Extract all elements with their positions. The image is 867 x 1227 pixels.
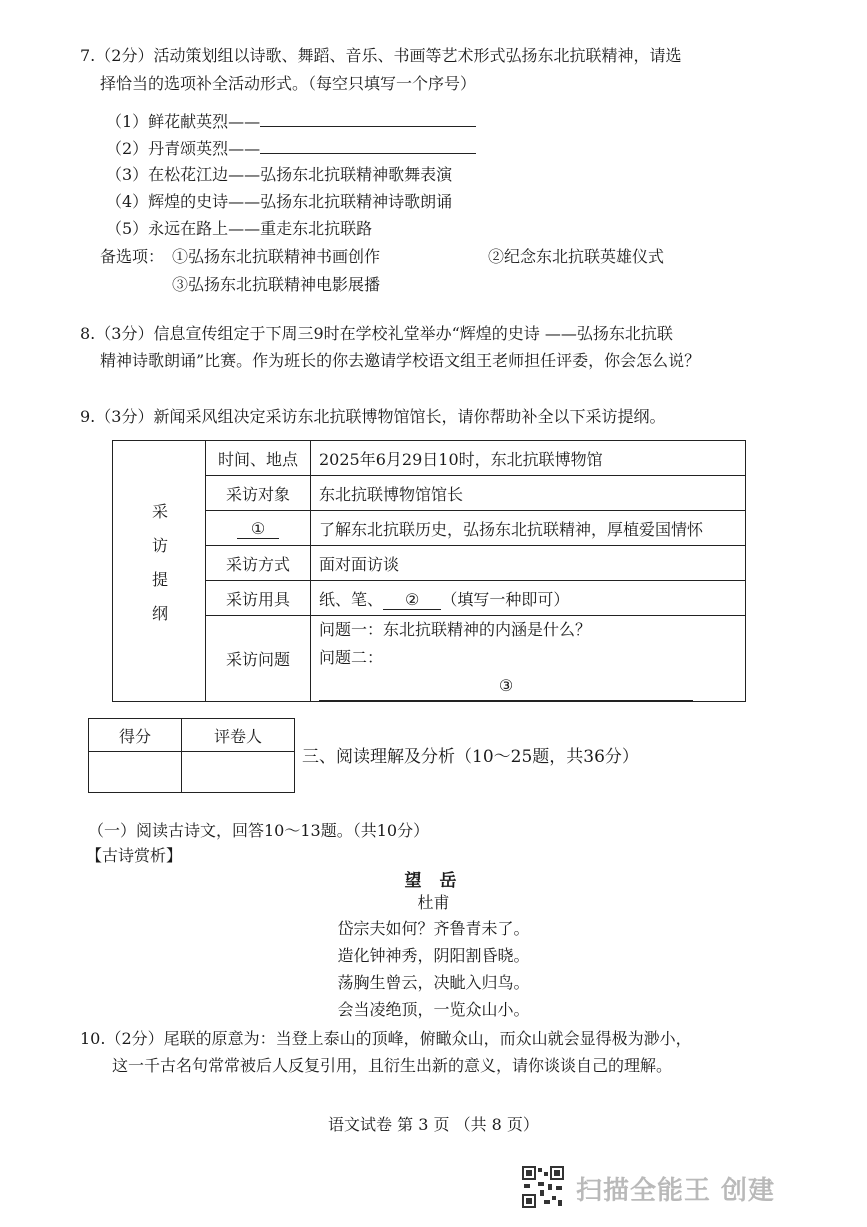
table-row — [113, 546, 746, 581]
qr-code-icon — [522, 1166, 564, 1208]
table-row — [89, 752, 295, 793]
q7-item-1 — [106, 108, 476, 132]
row-value-time-place: 2025年6月29日10时，东北抗联博物馆 — [311, 441, 746, 476]
q7-item-4: （4）辉煌的史诗——弘扬东北抗联精神诗歌朗诵 — [106, 192, 453, 211]
poem-line-3: 荡胸生曾云，决眦入归鸟。 — [337, 973, 530, 992]
interview-outline-table — [112, 440, 746, 702]
q7-line1: 7.（2分）活动策划组以诗歌、舞蹈、音乐、书画等艺术形式弘扬东北抗联精神，请选 — [80, 46, 682, 65]
score-box — [88, 718, 295, 793]
q7-options-label: 备选项： — [100, 247, 165, 266]
row-value-method: 面对面访谈 — [311, 546, 746, 581]
poem-line-4: 会当凌绝顶，一览众山小。 — [337, 1000, 530, 1019]
scanner-watermark: 扫描全能王 创建 — [576, 1176, 776, 1206]
q7-item-2-text: （2）丹青颂英烈—— — [106, 139, 261, 158]
q9-line1: 9.（3分）新闻采风组决定采访东北抗联博物馆馆长，请你帮助补全以下采访提纲。 — [80, 407, 666, 426]
q7-item-1-text: （1）鲜花献英烈—— — [106, 112, 261, 131]
row-label-tools: 采访用具 — [206, 581, 311, 616]
blank-2-mark[interactable]: ② — [383, 590, 441, 610]
section-title: 三、阅读理解及分析（10～25题，共36分） — [302, 747, 639, 767]
row-label-blank-1[interactable] — [206, 511, 311, 546]
poem-title: 望 岳 — [404, 871, 463, 891]
table-row — [89, 719, 295, 752]
table-row — [113, 476, 746, 511]
q7-blank-2[interactable] — [260, 135, 476, 154]
q7-item-3: （3）在松花江边——弘扬东北抗联精神歌舞表演 — [106, 165, 453, 184]
tools-suffix: （填写一种即可） — [441, 589, 570, 609]
page-footer: 语文试卷 第 3 页 （共 8 页） — [328, 1115, 539, 1134]
q7-option-1: ①弘扬东北抗联精神书画创作 — [172, 247, 381, 266]
row-label-questions: 采访问题 — [206, 616, 311, 702]
row-label-time-place: 时间、地点 — [206, 441, 311, 476]
row-value-questions — [311, 616, 746, 702]
table-row — [113, 581, 746, 616]
question-2 — [319, 644, 737, 701]
score-cell[interactable] — [89, 752, 182, 793]
side-label: 采访提纲 — [113, 441, 206, 702]
q7-option-2: ②纪念东北抗联英雄仪式 — [488, 247, 665, 266]
q10-line2: 这一千古名句常常被后人反复引用，且衍生出新的意义，请你谈谈自己的理解。 — [112, 1056, 673, 1075]
q7-option-3: ③弘扬东北抗联精神电影展播 — [172, 275, 381, 294]
tools-prefix: 纸、笔、 — [319, 589, 384, 609]
q10-line1: 10.（2分）尾联的原意为：当登上泰山的顶峰，俯瞰众山，而众山就会显得极为渺小， — [80, 1029, 692, 1048]
q7-item-5: （5）永远在路上——重走东北抗联路 — [106, 219, 373, 238]
blank-1-mark: ① — [237, 519, 279, 539]
row-value-tools — [311, 581, 746, 616]
poem-line-2: 造化钟神秀，阴阳割昏晓。 — [337, 946, 530, 965]
poem-line-1: 岱宗夫如何？齐鲁青未了。 — [337, 919, 530, 938]
blank-3-mark: ③ — [498, 676, 514, 695]
row-label-method: 采访方式 — [206, 546, 311, 581]
table-row — [113, 441, 746, 476]
poem-author: 杜甫 — [417, 893, 450, 912]
part1-heading: 【古诗赏析】 — [86, 846, 183, 865]
q8-line2: 精神诗歌朗诵”比赛。作为班长的你去邀请学校语文组王老师担任评委，你会怎么说？ — [100, 351, 701, 370]
row-value-purpose: 了解东北抗联历史，弘扬东北抗联精神，厚植爱国情怀 — [311, 511, 746, 546]
row-label-subject: 采访对象 — [206, 476, 311, 511]
score-col-label: 得分 — [89, 719, 182, 752]
table-row — [113, 616, 746, 702]
grader-cell[interactable] — [182, 752, 295, 793]
q8-line1: 8.（3分）信息宣传组定于下周三9时在学校礼堂举办“辉煌的史诗 ——弘扬东北抗联 — [80, 324, 673, 343]
q7-item-2 — [106, 135, 476, 159]
q7-line2: 择恰当的选项补全活动形式。（每空只填写一个序号） — [100, 74, 477, 93]
blank-3-line[interactable] — [319, 672, 693, 701]
row-value-subject: 东北抗联博物馆馆长 — [311, 476, 746, 511]
grader-col-label: 评卷人 — [182, 719, 295, 752]
question-2-prefix: 问题二： — [319, 648, 384, 667]
q7-blank-1[interactable] — [260, 108, 476, 127]
question-1: 问题一：东北抗联精神的内涵是什么？ — [319, 620, 592, 639]
table-row — [113, 511, 746, 546]
part1-intro: （一）阅读古诗文，回答10～13题。（共10分） — [88, 821, 430, 840]
